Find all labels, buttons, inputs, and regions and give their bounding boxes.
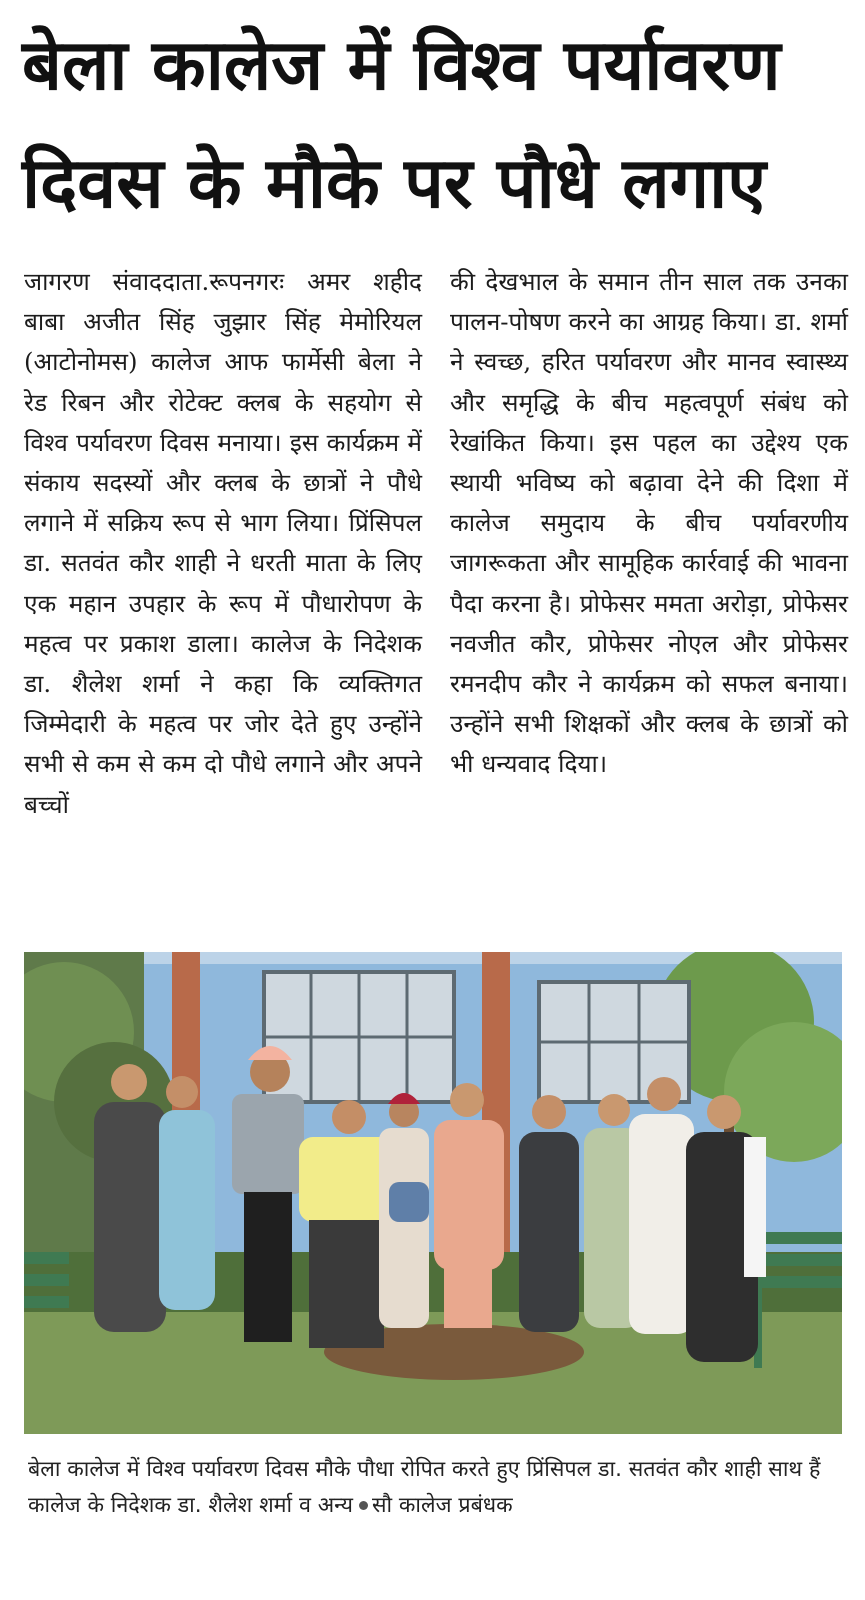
photo-credit: सौ कालेज प्रबंधक xyxy=(371,1493,513,1518)
credit-bullet-icon xyxy=(359,1501,368,1510)
event-photo xyxy=(24,952,842,1434)
article-column-left: जागरण संवाददाता.रूपनगरः अमर शहीद बाबा अजीत सिंह जुझार सिंह मेमोरियल (आटोनोमस) कालेज आफ फार्मेसी बेला ने रेड रिबन और रोटेक्ट क्लब के सहयोग से विश्व पर्यावरण दिवस मनाया। इस कार्यक्रम में संकाय सदस्यों और क्लब के छात्रों ने पौधे लगाने में सक्रिय रूप से भाग लिया। प्रिंसिपल डा. सतवंत कौर शाही ने धरती माता के लिए एक महान उपहार के रूप में पौधारोपण के महत्व पर प्रकाश डाला। कालेज के निदेशक डा. शैलेश शर्मा ने कहा कि व्यक्तिगत जिम्मेदारी के महत्व पर जोर देते हुए उन्होंने सभी से कम से कम दो पौधे लगाने और अपने बच्चों xyxy=(24,267,422,819)
headline-line-2: दिवस के मौके पर पौधे लगाए xyxy=(22,142,766,224)
caption-text: बेला कालेज में विश्व पर्यावरण दिवस मौके पौधा रोपित करते हुए प्रिंसिपल डा. सतवंत कौर शाही साथ हैं कालेज के निदेशक डा. शैलेश शर्मा व अन्य xyxy=(28,1457,821,1518)
headline xyxy=(22,6,852,242)
headline-line-1: बेला कालेज में विश्व पर्यावरण xyxy=(22,24,781,106)
article-column-right: की देखभाल के समान तीन साल तक उनका पालन-पोषण करने का आग्रह किया। डा. शर्मा ने स्वच्छ, हरित पर्यावरण और मानव स्वास्थ्य और समृद्धि के बीच महत्वपूर्ण संबंध को रेखांकित किया। इस पहल का उद्देश्य एक स्थायी भविष्य को बढ़ावा देने की दिशा में कालेज समुदाय के बीच पर्यावरणीय जागरूकता और सामूहिक कार्रवाई की भावना पैदा करना है। प्रोफेसर ममता अरोड़ा, प्रोफेसर नवजीत कौर, प्रोफेसर नोएल और प्रोफेसर रमनदीप कौर ने कार्यक्रम को सफल बनाया। उन्होंने सभी शिक्षकों और क्लब के छात्रों को भी धन्यवाद दिया। xyxy=(450,267,848,779)
photo-caption xyxy=(28,1452,848,1524)
